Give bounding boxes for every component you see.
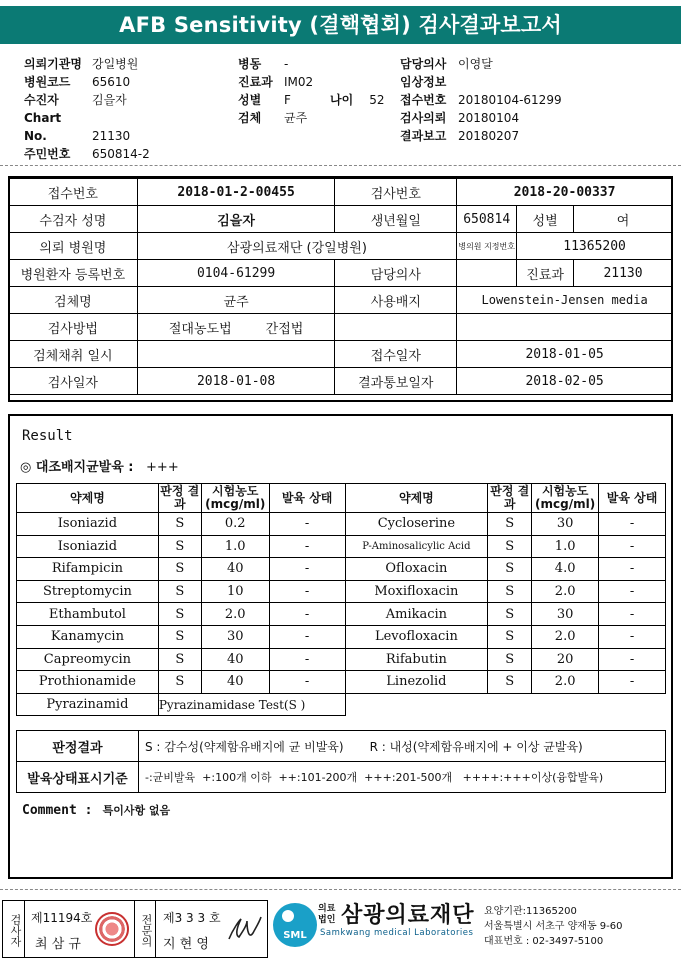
report-label: 결과통보일자 [335, 368, 457, 395]
cell-drug: Kanamycin [17, 625, 159, 648]
cell-judge: S [488, 603, 532, 626]
recv-label: 접수일자 [335, 341, 457, 368]
header-field [400, 109, 562, 127]
patient-label: 수검자 성명 [9, 206, 138, 233]
header-age [330, 91, 384, 109]
cell-drug: Rifabutin [345, 648, 488, 671]
method-1: 절대농도법 [168, 321, 232, 337]
cell-growth: - [599, 648, 666, 671]
birth-date: 650814 [457, 206, 517, 233]
header-field [400, 55, 562, 73]
cell-judge: S [488, 580, 532, 603]
cell-growth: - [599, 558, 666, 581]
cell-conc: 1.0 [532, 535, 599, 558]
header-col3 [400, 55, 562, 145]
cell-judge: S [488, 558, 532, 581]
examiner-label: 검사자 [3, 901, 25, 957]
comment [22, 802, 170, 818]
header-field-value: F [284, 93, 291, 107]
exam-value: 2018-01-08 [137, 368, 335, 395]
header-field-value: 김을자 [92, 93, 127, 107]
org-code: 요양기관:11365200 [484, 906, 577, 917]
specimen-label: 검체명 [9, 287, 138, 314]
method-2: 간접법 [265, 321, 304, 337]
header-field-label: 접수번호 [400, 93, 447, 107]
header-field [24, 109, 150, 145]
receipt-no: 2018-01-2-00455 [137, 179, 335, 206]
table-row [17, 625, 666, 648]
divider [0, 165, 681, 166]
judge-legend [139, 731, 666, 762]
header-field-value: 650814-2 [92, 147, 150, 161]
header-col1 [24, 55, 150, 163]
cell-drug: Rifampicin [17, 558, 159, 581]
logo-text: SML [283, 930, 307, 941]
cell-drug: Isoniazid [17, 513, 159, 536]
cell-conc: 30 [201, 625, 269, 648]
comment-text: 특이사항 없음 [102, 804, 171, 817]
header-field-label: 검사의뢰 [400, 111, 447, 125]
cell-conc: 30 [532, 513, 599, 536]
examiner-name: 최 삼 규 [35, 937, 81, 952]
cell-drug: Ofloxacin [345, 558, 488, 581]
header-field-label: 임상정보 [400, 75, 447, 89]
test-no-label: 검사번호 [335, 179, 457, 206]
cell-conc: 2.0 [201, 603, 269, 626]
org-address: 서울특별시 서초구 양재동 9-60 [484, 921, 623, 932]
cell-judge: S [158, 671, 201, 694]
cell-judge: S [158, 625, 201, 648]
header-field-label: 검체 [238, 111, 262, 125]
sex-value: 여 [574, 206, 673, 233]
header-field-value: 20180104-61299 [458, 93, 562, 107]
col-judge-2: 판정 결과 [488, 484, 532, 513]
col-conc-2: 시험농도 (mcg/ml) [532, 484, 599, 513]
cell-growth: - [599, 580, 666, 603]
org-name: 삼광의료재단 [341, 903, 475, 928]
header-col2 [238, 55, 313, 127]
cell-conc: 2.0 [532, 625, 599, 648]
age-value: 52 [369, 93, 385, 107]
header-field [400, 127, 562, 145]
col-conc: 시험농도 (mcg/ml) [201, 484, 269, 513]
comment-label: Comment : [22, 803, 93, 818]
header-field-label: 의뢰기관명 [24, 57, 82, 71]
pza-row [17, 693, 666, 716]
cell-conc: 10 [201, 580, 269, 603]
specialist-no: 제3 3 3 호 [163, 911, 221, 925]
medium-value: Lowenstein-Jensen media [457, 287, 673, 314]
control-growth [20, 456, 179, 475]
judge-s: S : 감수성(약제함유배지에 균 비발육) [145, 739, 344, 754]
col-growth-2: 발육 상태 [599, 484, 666, 513]
header-field-label: 병원코드 [24, 75, 71, 89]
cell-judge: S [488, 648, 532, 671]
reg-no: 0104-61299 [137, 260, 335, 287]
cell-growth: - [599, 603, 666, 626]
method-empty [457, 314, 673, 341]
seal-stamp [95, 912, 129, 946]
cell-conc: 30 [532, 603, 599, 626]
org-prefix: 의료 법인 [318, 904, 336, 925]
col-drug-2: 약제명 [345, 484, 488, 513]
collect-value [137, 341, 335, 368]
cell-drug: P-Aminosalicylic Acid [345, 535, 488, 558]
result-heading: Result [22, 428, 73, 444]
cell-conc: 2.0 [532, 671, 599, 694]
method-label: 검사방법 [9, 314, 138, 341]
header-field-label: 성별 [238, 93, 262, 107]
doctor-label: 담당의사 [335, 260, 457, 287]
header-field-value: 20180104 [458, 111, 520, 125]
hospital-label: 의뢰 병원명 [9, 233, 138, 260]
header-field [24, 55, 150, 73]
cell-drug: Isoniazid [17, 535, 159, 558]
test-no: 2018-20-00337 [457, 179, 673, 206]
cell-growth: - [269, 648, 345, 671]
birth-label: 생년월일 [335, 206, 457, 233]
cell-drug: Capreomycin [17, 648, 159, 671]
judge-r: R : 내성(약제함유배지에 + 이상 균발육) [369, 739, 583, 754]
cell-conc: 2.0 [532, 580, 599, 603]
cell-growth: - [599, 625, 666, 648]
cell-judge: S [488, 625, 532, 648]
header-field [400, 91, 562, 109]
method-blank [335, 314, 457, 341]
header-field-label: 주민번호 [24, 147, 71, 161]
cell-conc: 1.0 [201, 535, 269, 558]
reg-no-label: 병원환자 등록번호 [9, 260, 138, 287]
cell-growth: - [269, 625, 345, 648]
org-en: Samkwang medical Laboratories [320, 928, 474, 938]
cell-growth: - [269, 513, 345, 536]
exam-label: 검사일자 [9, 368, 138, 395]
pza-empty [345, 693, 666, 716]
sex-label: 성별 [517, 206, 574, 233]
cell-growth: - [269, 580, 345, 603]
header-field [24, 91, 150, 109]
header-field-label: 결과보고 [400, 129, 447, 143]
signature-box [2, 900, 268, 958]
header-field [400, 73, 562, 91]
legend-table [16, 730, 666, 793]
control-value: +++ [146, 460, 179, 475]
cell-judge: S [488, 535, 532, 558]
dept-label: 진료과 [517, 260, 574, 287]
judge-legend-label: 판정결과 [17, 731, 139, 762]
info-table [8, 178, 673, 395]
cell-growth: - [599, 513, 666, 536]
pza-test: Pyrazinamidase Test(S ) [158, 693, 345, 716]
cell-growth: - [599, 671, 666, 694]
header-field [24, 73, 150, 91]
cell-conc: 20 [532, 648, 599, 671]
cell-judge: S [158, 580, 201, 603]
medium-label: 사용배지 [335, 287, 457, 314]
header-field-value: 20180207 [458, 129, 520, 143]
org-phone: 대표번호 : 02-3497-5100 [484, 936, 604, 947]
hosp-code: 11365200 [517, 233, 673, 260]
signature-icon [225, 911, 263, 949]
cell-conc: 40 [201, 558, 269, 581]
control-label: ◎ 대조배지균발육 : [20, 460, 134, 475]
table-row [17, 513, 666, 536]
header-field [238, 73, 313, 91]
pza-drug: Pyrazinamid [17, 693, 159, 716]
cell-drug: Levofloxacin [345, 625, 488, 648]
sml-logo-icon [272, 902, 318, 948]
cell-growth: - [269, 535, 345, 558]
org-contact [484, 904, 623, 949]
footer-divider [0, 889, 681, 890]
table-row [17, 603, 666, 626]
cell-drug: Amikacin [345, 603, 488, 626]
report-title: AFB Sensitivity (결핵협회) 검사결과보고서 [0, 6, 681, 44]
cell-drug: Cycloserine [345, 513, 488, 536]
header-field-value: 균주 [284, 111, 308, 125]
header-field-value: 65610 [92, 75, 131, 89]
header-field-label: 수진자 [24, 93, 59, 107]
cell-judge: S [158, 603, 201, 626]
table-row [17, 580, 666, 603]
growth-legend-label: 발육상태표시기준 [17, 762, 139, 793]
collect-label: 검체채취 일시 [9, 341, 138, 368]
hosp-code-label: 병의원 지정번호 [457, 233, 517, 260]
report-value: 2018-02-05 [457, 368, 673, 395]
col-judge: 판정 결과 [160, 484, 200, 511]
col-drug: 약제명 [17, 484, 159, 513]
cell-growth: - [269, 671, 345, 694]
specimen-value: 균주 [137, 287, 335, 314]
cell-drug: Prothionamide [17, 671, 159, 694]
header-field [238, 109, 313, 127]
cell-judge: S [158, 558, 201, 581]
cell-judge: S [158, 535, 201, 558]
header-field-value: - [284, 57, 289, 71]
result-table [16, 483, 666, 716]
cell-judge: S [488, 513, 532, 536]
doctor-value [457, 260, 517, 287]
method-value [137, 314, 335, 341]
header-field [24, 145, 150, 163]
cell-growth: - [269, 558, 345, 581]
table-row [17, 558, 666, 581]
specialist-name: 지 현 영 [163, 937, 209, 952]
cell-judge: S [158, 648, 201, 671]
cell-drug: Streptomycin [17, 580, 159, 603]
table-row [17, 648, 666, 671]
hospital-name: 삼광의료재단 (강일병원) [137, 233, 456, 260]
table-row [17, 535, 666, 558]
cell-growth: - [599, 535, 666, 558]
header-field-label: 병동 [238, 57, 262, 71]
dept-value: 21130 [574, 260, 673, 287]
header-field-label: Chart No. [24, 111, 62, 143]
header-field [238, 91, 313, 109]
examiner-no: 제11194호 [31, 911, 93, 925]
header-field-value: IM02 [284, 75, 314, 89]
cell-judge: S [158, 513, 201, 536]
col-growth: 발육 상태 [269, 484, 345, 513]
patient-name: 김을자 [137, 206, 335, 233]
cell-conc: 40 [201, 648, 269, 671]
cell-judge: S [488, 671, 532, 694]
header-field-label: 담당의사 [400, 57, 447, 71]
growth-legend: -:균비발육 +:100개 이하 ++:101-200개 +++:201-500개 ++++:+++이상(융합발육) [139, 762, 666, 793]
cell-growth: - [269, 603, 345, 626]
header-field-value: 이영달 [458, 57, 493, 71]
header-field-value: 21130 [92, 129, 131, 143]
recv-value: 2018-01-05 [457, 341, 673, 368]
receipt-no-label: 접수번호 [9, 179, 138, 206]
cell-conc: 4.0 [532, 558, 599, 581]
cell-conc: 40 [201, 671, 269, 694]
cell-drug: Linezolid [345, 671, 488, 694]
age-label: 나이 [330, 93, 354, 107]
header-field [238, 55, 313, 73]
cell-drug: Ethambutol [17, 603, 159, 626]
header-field-value: 강일병원 [92, 57, 139, 71]
header-field-label: 진료과 [238, 75, 273, 89]
cell-drug: Moxifloxacin [345, 580, 488, 603]
specialist-label: 전문의 [134, 901, 156, 957]
table-row [17, 671, 666, 694]
cell-conc: 0.2 [201, 513, 269, 536]
